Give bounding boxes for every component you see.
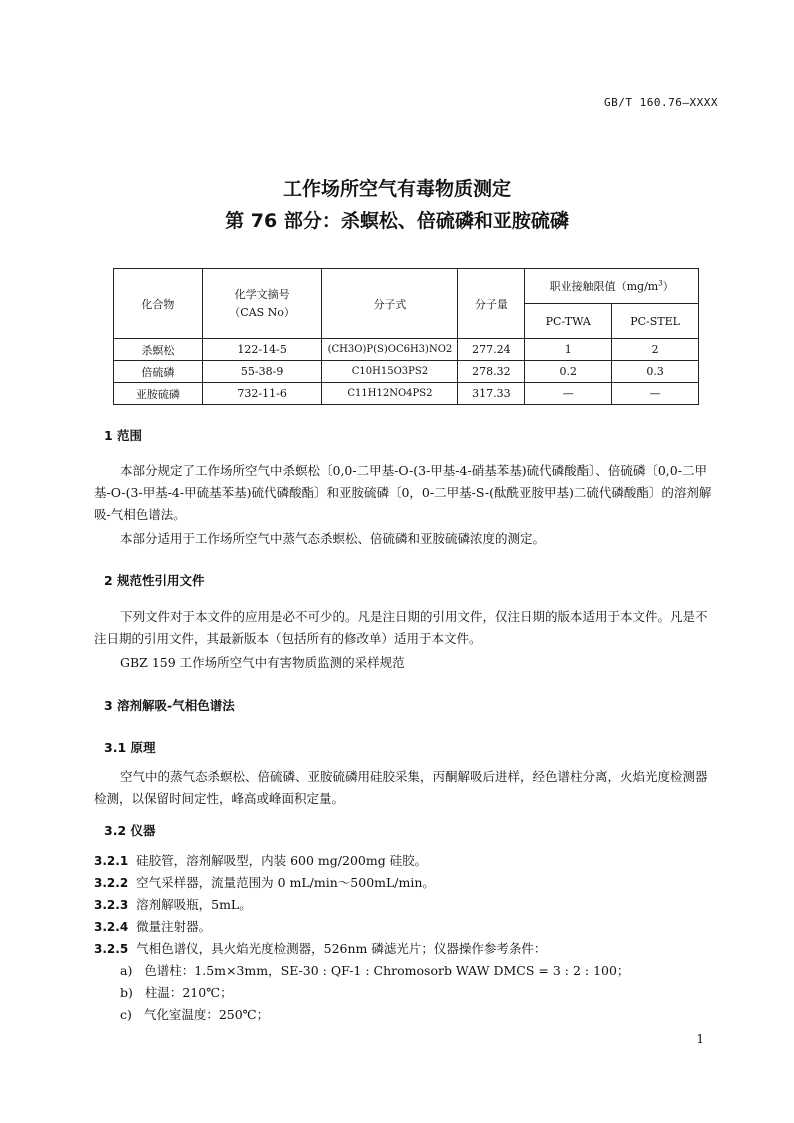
cell-formula: C10H15O3PS2: [322, 361, 458, 383]
item-number: 3.2.5: [94, 942, 129, 956]
document-title: 工作场所空气有毒物质测定: [282, 178, 511, 200]
section-2-paragraph-1: 下列文件对于本文件的应用是必不可少的。凡是注日期的引用文件，仅注日期的版本适用于本文件。凡是不注日期的引用文件，其最新版本（包括所有的修改单）适用于本文件。: [94, 609, 708, 646]
item-number: 3.2.4: [94, 920, 129, 934]
cell-twa: 0.2: [525, 361, 612, 383]
table-row: [114, 383, 699, 405]
cell-name: 杀螟松: [114, 339, 203, 361]
cell-name: 亚胺硫磷: [114, 383, 203, 405]
header-cas: [202, 269, 322, 339]
table-row: [114, 361, 699, 383]
sub-item-text: 柱温：210℃；: [144, 985, 233, 1000]
list-item: [94, 872, 714, 894]
header-formula: 分子式: [322, 269, 458, 339]
section-3-1-heading: 3.1 原理: [104, 740, 156, 755]
item-text: 硅胶管，溶剂解吸型，内装 600 mg/200mg 硅胶。: [136, 853, 428, 868]
cell-mw: 278.32: [458, 361, 525, 383]
header-mw: 分子量: [458, 269, 525, 339]
cell-twa: 1: [525, 339, 612, 361]
cell-cas: 122-14-5: [202, 339, 322, 361]
cell-twa: —: [525, 383, 612, 405]
section-2-reference: GBZ 159 工作场所空气中有害物质监测的采样规范: [120, 655, 405, 670]
sub-list-item: [94, 1004, 714, 1026]
sub-item-text: 气化室温度：250℃；: [143, 1007, 270, 1022]
header-oel-text: 职业接触限值（mg/m: [549, 280, 659, 293]
list-item: [94, 894, 714, 916]
cell-cas: 732-11-6: [202, 383, 322, 405]
section-3-2-heading: 3.2 仪器: [104, 823, 156, 838]
header-twa: PC-TWA: [525, 304, 612, 339]
list-item: [94, 850, 714, 872]
cell-mw: 317.33: [458, 383, 525, 405]
compound-table: [113, 268, 699, 405]
table-row: [114, 339, 699, 361]
item-number: 3.2.2: [94, 876, 129, 890]
item-number: 3.2.1: [94, 854, 129, 868]
header-oel-close: ）: [662, 280, 674, 293]
cell-formula: C11H12NO4PS2: [322, 383, 458, 405]
item-text: 溶剂解吸瓶，5mL。: [136, 897, 252, 912]
cell-formula: (CH3O)P(S)OC6H3)NO2: [322, 339, 458, 361]
header-cas-line2: （CAS No）: [229, 305, 295, 319]
cell-stel: 0.3: [612, 361, 699, 383]
section-1-paragraph-1: 本部分规定了工作场所空气中杀螟松〔0,0-二甲基-O-(3-甲基-4-硝基苯基)硫代磷酸酯〕、倍硫磷〔0,0-二甲基-O-(3-甲基-4-甲硫基苯基)硫代磷酸酯〕和亚胺硫磷〔0，0-二甲基-S-(酞酰亚胺甲基)二硫代磷酸酯〕的溶剂解吸-气相色谱法。: [94, 463, 712, 522]
header-oel: [525, 269, 699, 304]
item-list: [94, 850, 714, 1026]
cell-mw: 277.24: [458, 339, 525, 361]
sub-list-item: [94, 982, 714, 1004]
sub-item-text: 色谱柱：1.5m×3mm，SE-30 : QF-1 : Chromosorb WAW DMCS = 3 : 2 : 100；: [144, 963, 630, 978]
header-compound: 化合物: [114, 269, 203, 339]
section-1-heading: 1 范围: [104, 428, 143, 443]
list-item: [94, 916, 714, 938]
item-text: 气相色谱仪，具火焰光度检测器，526nm 磷滤光片；仪器操作参考条件：: [136, 941, 547, 956]
cell-cas: 55-38-9: [202, 361, 322, 383]
standard-code: GB/T 160.76—XXXX: [604, 96, 718, 109]
sub-list-item: [94, 960, 714, 982]
document-subtitle: 第 76 部分：杀螟松、倍硫磷和亚胺硫磷: [225, 210, 569, 232]
header-stel: PC-STEL: [612, 304, 699, 339]
section-3-1-paragraph: 空气中的蒸气态杀螟松、倍硫磷、亚胺硫磷用硅胶采集，丙酮解吸后进样，经色谱柱分离，火焰光度检测器检测，以保留时间定性，峰高或峰面积定量。: [94, 769, 708, 806]
sub-item-label: a): [120, 963, 133, 978]
header-oel-sup: 3: [658, 279, 663, 288]
list-item: [94, 938, 714, 960]
cell-stel: 2: [612, 339, 699, 361]
sub-item-label: b): [120, 985, 133, 1000]
item-text: 空气采样器，流量范围为 0 mL/min～500mL/min。: [136, 875, 435, 890]
cell-stel: —: [612, 383, 699, 405]
section-3-heading: 3 溶剂解吸-气相色谱法: [104, 698, 235, 713]
cell-name: 倍硫磷: [114, 361, 203, 383]
section-1-paragraph-2: 本部分适用于工作场所空气中蒸气态杀螟松、倍硫磷和亚胺硫磷浓度的测定。: [120, 531, 546, 546]
sub-item-label: c): [120, 1007, 132, 1022]
header-cas-line1: 化学文摘号: [234, 287, 290, 301]
page-number: 1: [696, 1032, 704, 1046]
section-2-heading: 2 规范性引用文件: [104, 573, 205, 588]
item-number: 3.2.3: [94, 898, 129, 912]
item-text: 微量注射器。: [136, 919, 212, 934]
